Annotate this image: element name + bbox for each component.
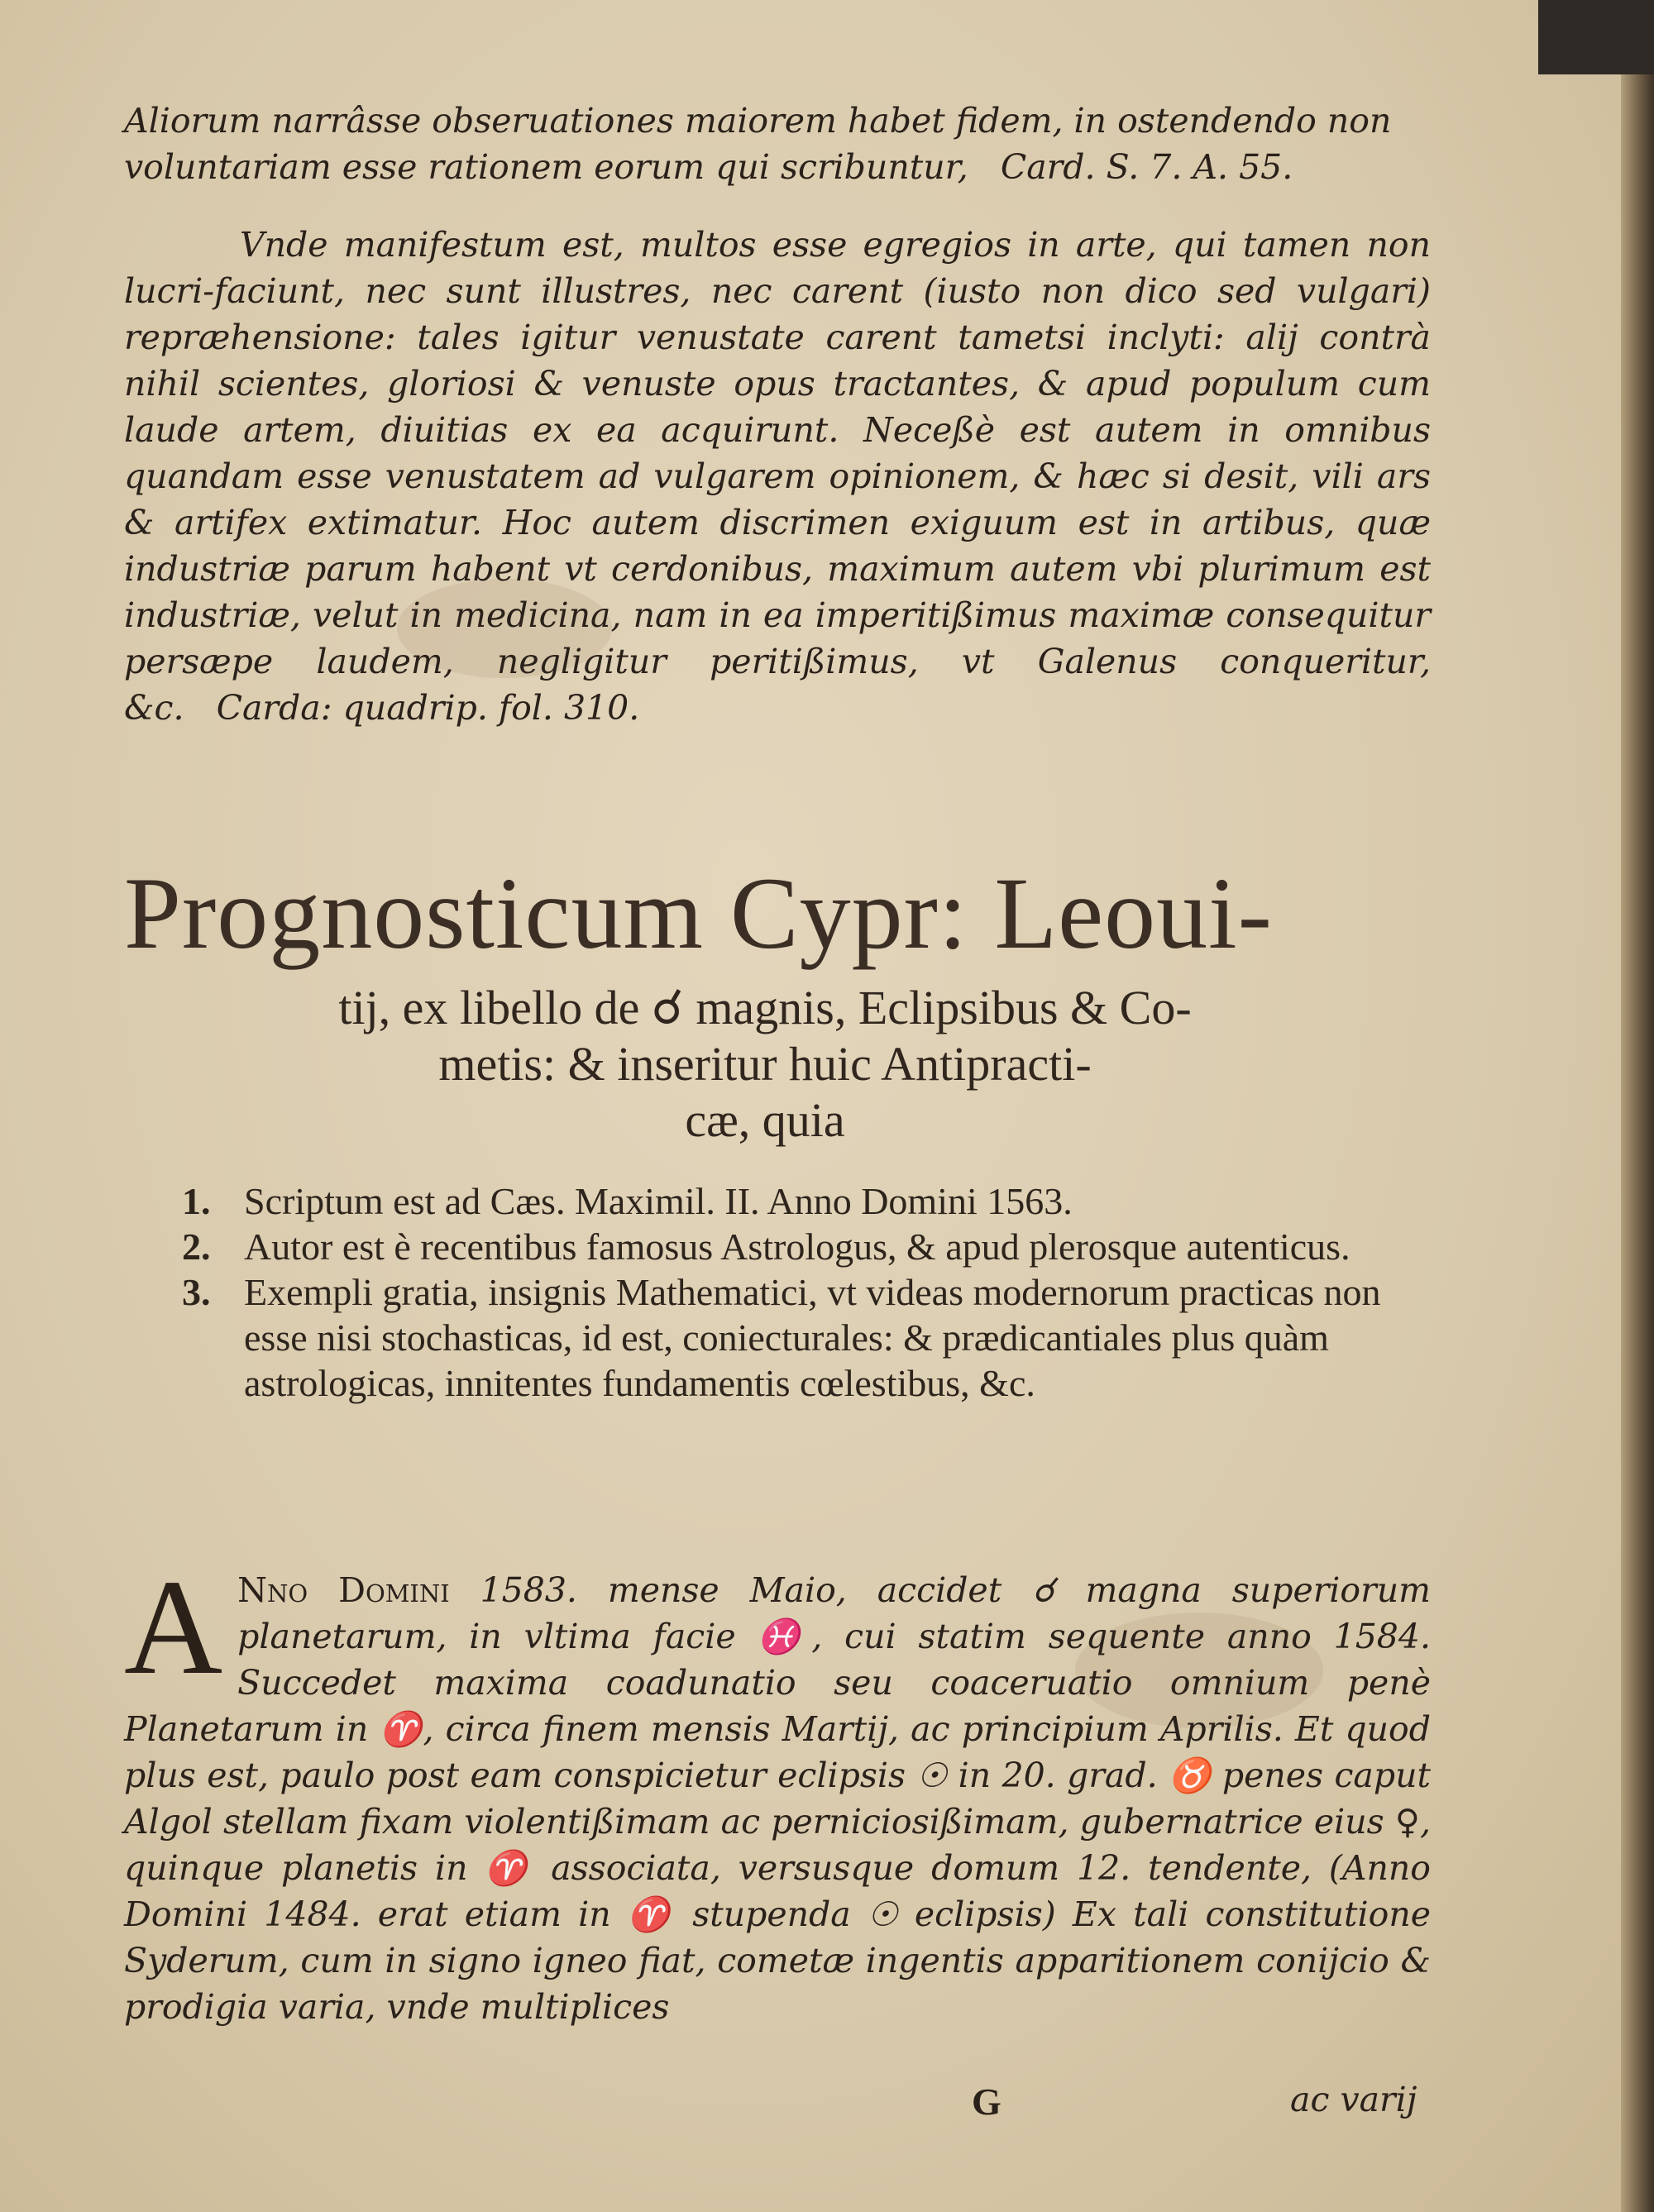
section-subheading — [165, 980, 1365, 1149]
list-item — [182, 1178, 1431, 1224]
list-item — [182, 1269, 1431, 1406]
quote-text: Vnde manifestum est, multos esse egregios in arte, qui tamen non lucri-faciunt, nec sunt illustres, nec carent (iusto non dico sed vulgari) repræhensione: tales igitur venustate carent tametsi inclyti: alij contrà nihil scientes, gloriosi & venuste opus tractantes, & apud populum cum laude artem, diuitias ex ea acquirunt. Neceßè est autem in omnibus quandam esse venustatem ad vulgarem opinionem, & hæc si desit, vili ars & artifex extimatur. Hoc autem discrimen exiguum est in artibus, quæ industriæ parum habent vt cerdonibus, maximum autem vbi plurimum est industriæ, velut in medicina, nam in ea imperitißimus maximæ consequitur persæpe laudem, negligitur peritißimus, vt Galenus conqueritur, &c. — [124, 225, 1431, 728]
section-heading: Prognosticum Cypr: Leoui- — [124, 857, 1273, 970]
prognostic-paragraph — [124, 1551, 1431, 2030]
intro-paragraph — [124, 98, 1431, 190]
reason-text: Exempli gratia, insignis Mathematici, vt videas modernorum practicas non esse nisi stochasticas, id est, coniecturales: & prædicantiales plus quàm astrologicas, innitentes fundamentis cœlestibus, &c. — [244, 1271, 1381, 1404]
subheading-line-1: tij, ex libello de ☌ magnis, Eclipsibus & Co- — [338, 981, 1192, 1034]
subheading-line-2: metis: & inseritur huic Antipracti- — [438, 1037, 1092, 1091]
reason-number: 3. — [182, 1271, 211, 1313]
intro-line-1: Aliorum narrâsse obseruationes maiorem habet fidem, in ostendendo non — [124, 101, 1392, 141]
list-item — [182, 1224, 1431, 1269]
drop-cap: A — [124, 1551, 223, 1703]
prognostic-text: 1583. mense Maio, accidet ☌ magna superiorum planetarum, in vltima facie ♓, cui statim sequente anno 1584. Succedet maxima coadunatio seu coaceruatio omnium penè Planetarum in ♈, circa finem mensis Martij, ac principium Aprilis. Et quod plus est, paulo post eam conspicietur eclipsis ☉ in 20. grad. ♉ penes caput Algol stellam fixam violentißimam ac perniciosißimam, gubernatrice eius ♀, quinque planetis in ♈ associata, versusque domum 12. tendente, (Anno Domini 1484. erat etiam in ♈ stupenda ☉ eclipsis) Ex tali constitutione Syderum, cum in signo igneo fiat, cometæ ingentis apparitionem conijcio & prodigia varia, vnde multiplices — [124, 1570, 1431, 2027]
opening-smallcaps: Nno Domini — [237, 1570, 450, 1610]
intro-line-2: voluntariam esse rationem eorum qui scribuntur, — [124, 147, 968, 187]
reasons-list — [182, 1178, 1431, 1406]
reason-text: Autor est è recentibus famosus Astrologus, & apud plerosque autenticus. — [244, 1225, 1350, 1268]
subheading-line-3: cæ, quia — [685, 1093, 845, 1147]
reason-number: 2. — [182, 1225, 211, 1268]
quote-paragraph — [124, 222, 1431, 731]
signature-mark: G — [972, 2081, 1001, 2123]
catchword: ac varij — [1290, 2080, 1417, 2119]
reason-text: Scriptum est ad Cæs. Maximil. II. Anno Domini 1563. — [244, 1180, 1073, 1222]
reason-number: 1. — [182, 1180, 211, 1222]
quote-citation: Carda: quadrip. fol. 310. — [216, 688, 640, 728]
binding-gutter — [1621, 0, 1654, 2212]
intro-citation: Card. S. 7. A. 55. — [1000, 147, 1293, 187]
page-corner-shadow — [1538, 0, 1654, 74]
